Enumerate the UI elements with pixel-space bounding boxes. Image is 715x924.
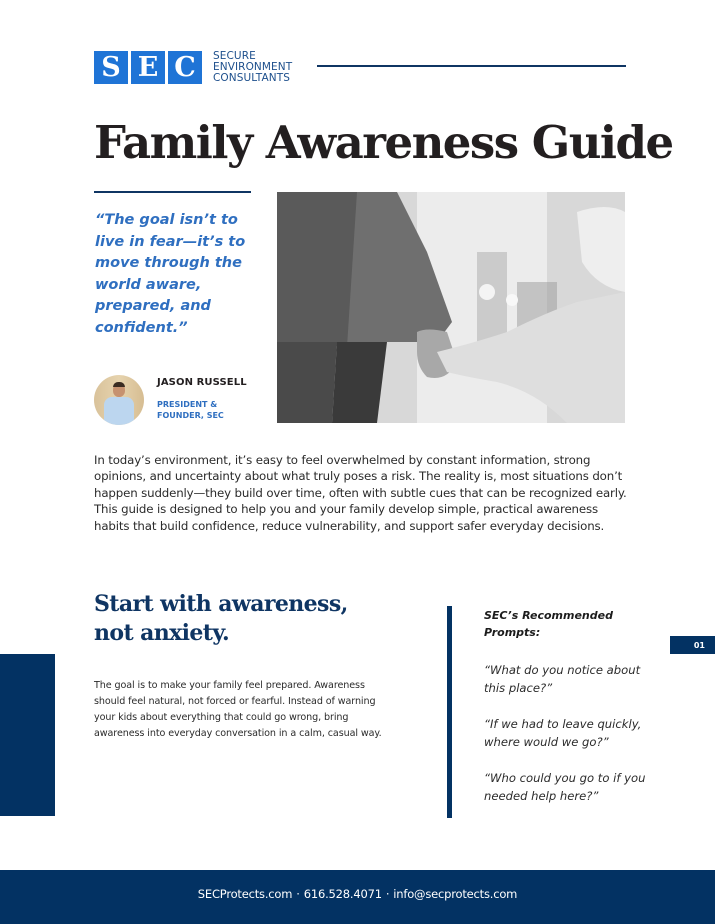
decorative-side-bar xyxy=(0,654,55,816)
author-block xyxy=(94,375,247,425)
footer-website-link[interactable]: SECProtects.com xyxy=(197,887,293,901)
prompts-accent-bar xyxy=(447,606,452,818)
footer-phone-link[interactable]: 616.528.4071 xyxy=(303,887,382,901)
avatar-hair xyxy=(113,382,125,387)
prompt-item: “Who could you go to if you needed help here?” xyxy=(484,771,646,803)
footer-separator: · xyxy=(296,887,300,901)
sec-logo xyxy=(94,51,292,84)
avatar xyxy=(94,375,144,425)
recommended-prompts xyxy=(484,607,664,805)
hero-photo-illustration xyxy=(277,192,625,423)
hero-photo xyxy=(277,192,625,423)
author-role-line-1: PRESIDENT & xyxy=(157,400,218,409)
prompt-item: “What do you notice about this place?” xyxy=(484,663,641,695)
logo-letter-e: E xyxy=(131,51,165,84)
page-number-badge: 01 xyxy=(670,636,715,654)
logo-letter-s: S xyxy=(94,51,128,84)
logo-letter-c: C xyxy=(168,51,202,84)
author-role xyxy=(157,400,247,421)
prompt-item: “If we had to leave quickly, where would we go?” xyxy=(484,717,642,749)
logo-wordmark xyxy=(213,51,292,84)
section-heading-line-2: not anxiety. xyxy=(94,620,230,646)
section-body: The goal is to make your family feel prepared. Awareness should feel natural, not forced or fearful. Instead of warning your kids about everything that could go wrong, bring awareness into everyday conversation in a calm, casual way. xyxy=(94,680,382,739)
prompts-title: SEC’s Recommended Prompts: xyxy=(484,609,613,639)
footer-separator: · xyxy=(385,887,390,901)
author-info xyxy=(157,377,247,425)
logo-line-2: ENVIRONMENT xyxy=(213,61,293,73)
author-role-line-2: FOUNDER, SEC xyxy=(157,410,224,420)
section-heading xyxy=(94,590,414,648)
quote-divider xyxy=(94,191,251,193)
avatar-shirt xyxy=(104,397,134,425)
header-divider xyxy=(317,65,626,67)
section-heading-line-1: Start with awareness, xyxy=(94,591,348,617)
pull-quote: “The goal isn’t to live in fear—it’s to move through the world aware, prepared, and confident.” xyxy=(95,212,246,336)
logo-line-1: SECURE xyxy=(213,50,256,62)
page-title: Family Awareness Guide xyxy=(94,116,673,169)
intro-paragraph: In today’s environment, it’s easy to feel overwhelmed by constant information, strong opinions, and uncertainty about what truly poses a risk. The reality is, most situations don’t happen suddenly—they build over time, often with subtle cues that can be recognized early. This guide is designed to help you and your family develop simple, practical awareness habits that build confidence, reduce vulnerability, and support safer everyday decisions. xyxy=(94,453,627,533)
logo-line-3: CONSULTANTS xyxy=(213,72,291,84)
footer-contact-bar xyxy=(0,870,715,924)
author-name: JASON RUSSELL xyxy=(157,377,247,388)
footer-email-link[interactable]: info@secprotects.com xyxy=(393,887,518,901)
